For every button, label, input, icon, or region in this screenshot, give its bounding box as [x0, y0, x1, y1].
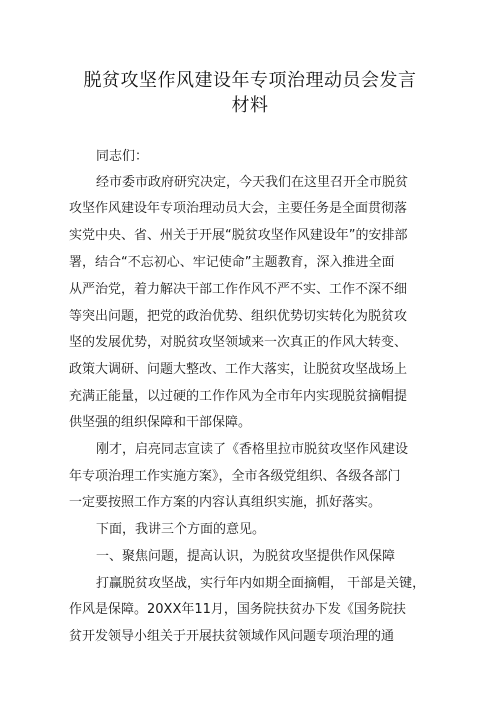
salutation: 同志们： — [96, 149, 149, 164]
paragraph-line: 署，结合“不忘初心、牢记使命”主题教育，深入推进全面 — [69, 255, 395, 270]
paragraph-line: 作风是保障。20XX年11月，国务院扶贫办下发《国务院扶 — [69, 602, 406, 617]
paragraph-line: 攻坚作风建设年专项治理动员大会，主要任务是全面贯彻落 — [69, 201, 408, 216]
paragraph-line: 实党中央、省、州关于开展“脱贫攻坚作风建设年”的安排部 — [69, 228, 408, 243]
paragraph-line: 经市委市政府研究决定，今天我们在这里召开全市脱贫 — [96, 175, 409, 190]
document-title-continued: 材料 — [231, 95, 269, 116]
paragraph-line: 一定要按照工作方案的内容认真组织实施，抓好落实。 — [69, 495, 382, 510]
paragraph-line: 坚的发展优势，对脱贫攻坚领域来一次真正的作风大转变、 — [69, 335, 408, 350]
paragraph-line: 政策大调研、问题大整改、工作大落实，让脱贫攻坚战场上 — [69, 362, 408, 377]
section-heading: 一、聚焦问题，提高认识，为脱贫攻坚提供作风保障 — [96, 549, 396, 564]
paragraph-line: 贫开发领导小组关于开展扶贫领域作风问题专项治理的通 — [69, 629, 395, 644]
paragraph-line: 等突出问题，把党的政治优势、组织优势切实转化为脱贫攻 — [69, 309, 408, 324]
paragraph-line: 充满正能量，以过硬的工作作风为全市年内实现脱贫摘帽提 — [69, 389, 408, 404]
paragraph-line: 年专项治理工作实施方案》，全市各级党组织、各级各部门 — [69, 469, 401, 484]
document-title: 脱贫攻坚作风建设年专项治理动员会发言 — [83, 70, 417, 91]
paragraph-line: 下面，我讲三个方面的意见。 — [96, 522, 266, 537]
paragraph-line: 刚才，启亮同志宣读了《香格里拉市脱贫攻坚作风建设 — [96, 442, 409, 457]
paragraph-line: 从严治党，着力解决干部工作作风不严不实、工作不深不细 — [69, 282, 408, 297]
paragraph-line: 打赢脱贫攻坚战，实行年内如期全面摘帽， 干部是关键， — [96, 576, 426, 591]
paragraph-line: 供坚强的组织保障和干部保障。 — [69, 415, 252, 430]
